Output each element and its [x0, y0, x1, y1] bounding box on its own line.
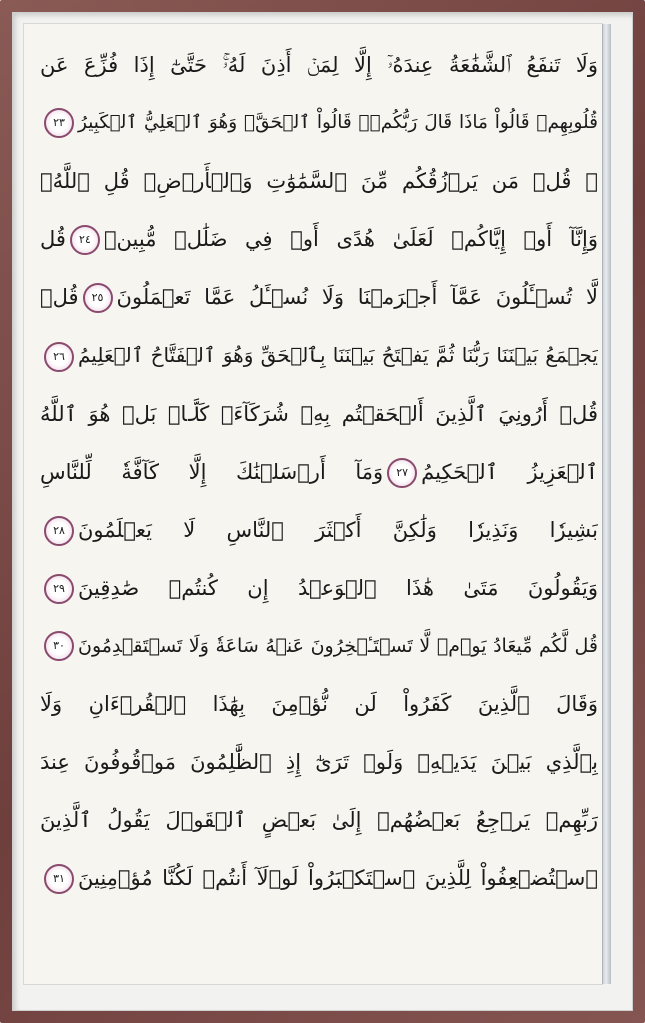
text-line [40, 733, 598, 791]
text-line [40, 559, 598, 617]
text-line [40, 675, 598, 733]
page-edge [602, 24, 611, 984]
verse-text: قُلۡ [40, 285, 79, 310]
text-line [40, 501, 598, 559]
ayah-number-marker: ٢٧ [387, 458, 417, 488]
text-line [40, 152, 598, 210]
verse-text: بَشِيرٗا وَنَذِيرٗا وَلَٰكِنَّ أَكۡثَرَ ٱلنَّاسِ لَا يَعۡلَمُونَ [78, 517, 598, 542]
verse-text: رَبِّهِمۡ يَرۡجِعُ بَعۡضُهُمۡ إِلَىٰ بَعۡضٍ ٱلۡقَوۡلَ يَقُولُ ٱلَّذِينَ [40, 808, 598, 833]
text-line [40, 268, 598, 326]
verse-text: ۞ قُلۡ مَن يَرۡزُقُكُم مِّنَ ٱلسَّمَٰوَٰتِ وَٱلۡأَرۡضِۖ قُلِ ٱللَّهُۖ [40, 169, 598, 194]
verse-text: بِٱلَّذِي بَيۡنَ يَدَيۡهِۗ وَلَوۡ تَرَىٰٓ إِذِ ٱلظَّٰلِمُونَ مَوۡقُوفُونَ عِندَ [40, 750, 598, 775]
verse-text: وَمَآ أَرۡسَلۡنَٰكَ إِلَّا كَآفَّةٗ لِّلنَّاسِ [40, 459, 384, 484]
ayah-number-marker: ٣١ [44, 864, 74, 894]
ayah-number-marker: ٣٠ [44, 631, 74, 661]
verse-text: وَإِنَّآ أَوۡ إِيَّاكُمۡ لَعَلَىٰ هُدًى أَوۡ فِي ضَلَٰلٖ مُّبِينٖ [103, 227, 598, 252]
text-line [40, 791, 598, 849]
verse-text: يَجۡمَعُ بَيۡنَنَا رَبُّنَا ثُمَّ يَفۡتَحُ بَيۡنَنَا بِٱلۡحَقِّ وَهُوَ ٱلۡفَتَّاحُ ٱلۡعَلِيمُ [78, 343, 598, 368]
text-line [40, 617, 598, 675]
ayah-number-marker: ٢٤ [70, 225, 100, 255]
text-line [40, 385, 598, 443]
verse-text: قُلُوبِهِمۡ قَالُواْ مَاذَا قَالَ رَبُّكُمۡۖ قَالُواْ ٱلۡحَقَّۖ وَهُوَ ٱلۡعَلِيُّ ٱلۡكَبِيرُ [78, 112, 598, 134]
ayah-number-marker: ٢٦ [44, 342, 74, 372]
text-line [40, 94, 598, 152]
text-line [40, 443, 598, 501]
ayah-number-marker: ٢٩ [44, 574, 74, 604]
verse-text: وَلَا تَنفَعُ ٱلشَّفَٰعَةُ عِندَهُۥٓ إِلَّا لِمَنۡ أَذِنَ لَهُۥۚ حَتَّىٰٓ إِذَا فُزِّعَ عَن [40, 53, 598, 77]
quran-text [40, 36, 598, 966]
text-line [40, 849, 598, 907]
verse-text: ٱلۡعَزِيزُ ٱلۡحَكِيمُ [421, 459, 598, 484]
verse-text: قُل لَّكُم مِّيعَادُ يَوۡمٖ لَّا تَسۡتَـٔۡخِرُونَ عَنۡهُ سَاعَةٗ وَلَا تَسۡتَقۡدِمُونَ [78, 634, 598, 657]
text-line [40, 210, 598, 268]
ayah-number-marker: ٢٨ [44, 516, 74, 546]
verse-text: وَقَالَ ٱلَّذِينَ كَفَرُواْ لَن نُّؤۡمِنَ بِهَٰذَا ٱلۡقُرۡءَانِ وَلَا [40, 692, 598, 717]
ayah-number-marker: ٢٣ [44, 108, 74, 138]
ayah-number-marker: ٢٥ [83, 283, 113, 313]
verse-text: وَيَقُولُونَ مَتَىٰ هَٰذَا ٱلۡوَعۡدُ إِن كُنتُمۡ صَٰدِقِينَ [78, 575, 598, 600]
verse-text: لَّا تُسۡـَٔلُونَ عَمَّآ أَجۡرَمۡنَا وَلَا نُسۡـَٔلُ عَمَّا تَعۡمَلُونَ [116, 285, 598, 310]
verse-text: ٱسۡتُضۡعِفُواْ لِلَّذِينَ ٱسۡتَكۡبَرُواْ لَوۡلَآ أَنتُمۡ لَكُنَّا مُؤۡمِنِينَ [78, 866, 598, 891]
text-line [40, 36, 598, 94]
verse-text: قُل [40, 227, 66, 252]
verse-text: قُلۡ أَرُونِيَ ٱلَّذِينَ أَلۡحَقۡتُم بِهِۦ شُرَكَآءَۖ كَلَّاۚ بَلۡ هُوَ ٱللَّهُ [40, 401, 598, 426]
text-line [40, 326, 598, 384]
